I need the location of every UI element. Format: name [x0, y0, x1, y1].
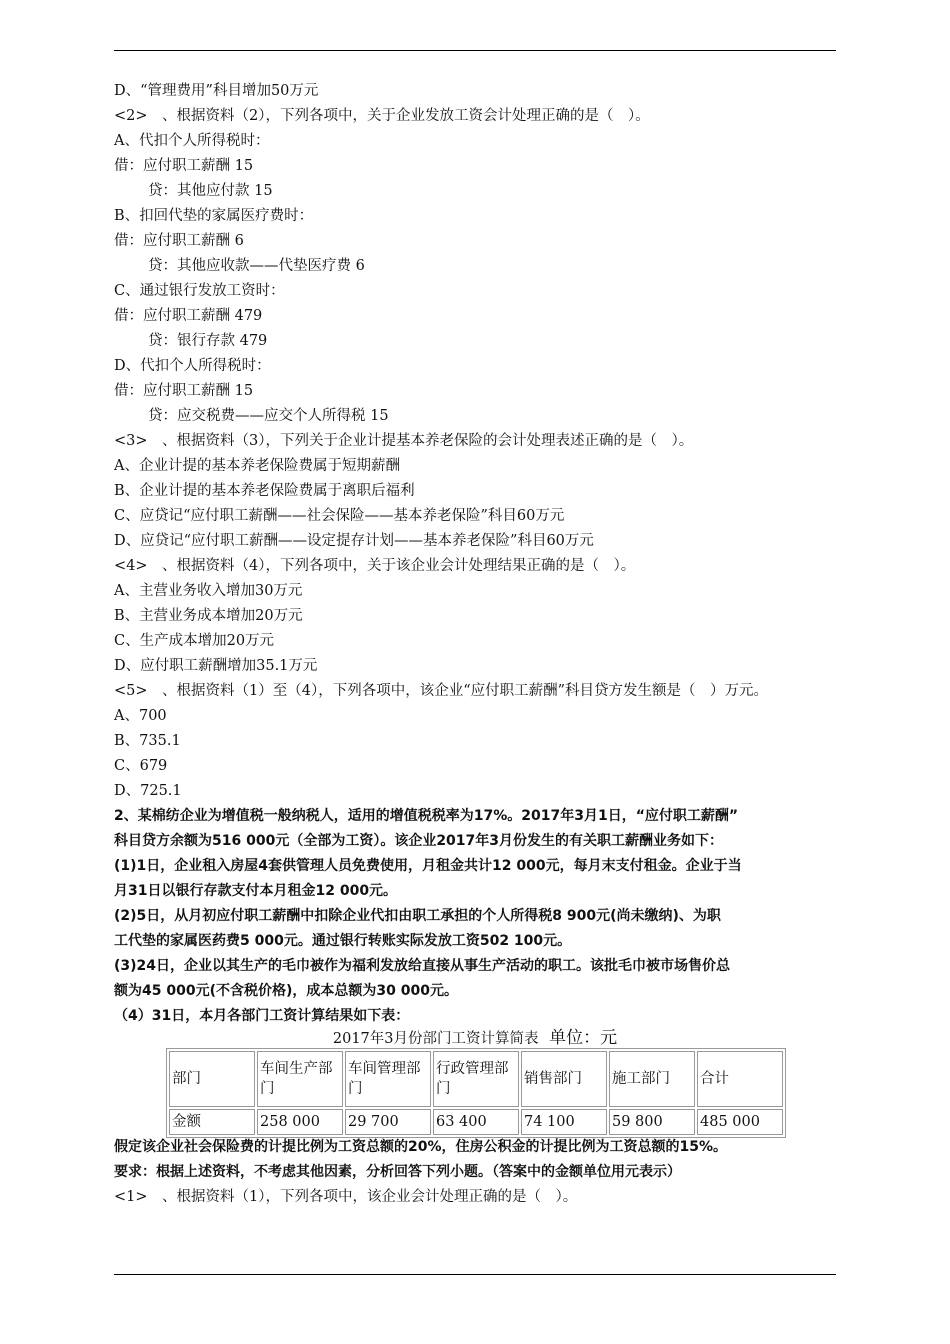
table-title: 2017年3月份部门工资计算简表: [332, 1031, 539, 1047]
footer-rule: [114, 1274, 836, 1275]
option-b: B、扣回代垫的家属医疗费时：: [114, 208, 314, 224]
option-b: B、企业计提的基本养老保险费属于离职后福利: [114, 483, 415, 499]
table-header-cell: 车间生产部门: [257, 1051, 343, 1107]
option-c: C、通过银行发放工资时：: [114, 283, 285, 299]
question-4: <4> 、根据资料（4），下列各项中，关于该企业会计处理结果正确的是（ ）。: [114, 558, 636, 574]
case-2-item-1: (1)1日，企业租入房屋4套供管理人员免费使用，月租金共计12 000元，每月末支付租金。企业于当: [114, 858, 742, 874]
wage-table: [166, 1048, 786, 1138]
journal-debit: 借：应付职工薪酬 6: [114, 233, 244, 249]
option-b: B、主营业务成本增加20万元: [114, 608, 303, 624]
table-caption: [0, 1028, 950, 1049]
option-d: D、代扣个人所得税时：: [114, 358, 271, 374]
case-2-item-4: （4）31日，本月各部门工资计算结果如下表：: [114, 1008, 410, 1024]
journal-credit: 贷：其他应付款 15: [148, 183, 273, 199]
option-a: A、700: [114, 708, 167, 724]
table-header-cell: 销售部门: [521, 1051, 607, 1107]
question-2: <2> 、根据资料（2），下列各项中，关于企业发放工资会计处理正确的是（ ）。: [114, 108, 650, 124]
case-2-item-3: (3)24日，企业以其生产的毛巾被作为福利发放给直接从事生产活动的职工。该批毛巾被市场售价总: [114, 958, 731, 974]
option-d: D、应付职工薪酬增加35.1万元: [114, 658, 318, 674]
journal-credit: 贷：银行存款 479: [148, 333, 268, 349]
case-2-item-1: 月31日以银行存款支付本月租金12 000元。: [114, 883, 398, 899]
question-1: <1> 、根据资料（1），下列各项中，该企业会计处理正确的是（ ）。: [114, 1189, 578, 1205]
option-d: D、725.1: [114, 783, 182, 799]
journal-debit: 借：应付职工薪酬 15: [114, 383, 254, 399]
case-2-item-2: (2)5日，从月初应付职工薪酬中扣除企业代扣由职工承担的个人所得税8 900元(尚未缴纳)、为职: [114, 908, 721, 924]
table-header-cell: 车间管理部门: [345, 1051, 431, 1107]
table-header-row: [169, 1051, 783, 1107]
option-d: D、“管理费用”科目增加50万元: [114, 83, 319, 99]
journal-debit: 借：应付职工薪酬 15: [114, 158, 254, 174]
journal-credit: 贷：其他应收款——代垫医疗费 6: [148, 258, 365, 274]
option-c: C、应贷记“应付职工薪酬——社会保险——基本养老保险”科目60万元: [114, 508, 565, 524]
table-cell: 485 000: [697, 1109, 783, 1135]
table-cell: 258 000: [257, 1109, 343, 1135]
option-b: B、735.1: [114, 733, 181, 749]
case-2-intro: 2、某棉纺企业为增值税一般纳税人，适用的增值税税率为17%。2017年3月1日，“应付职工薪酬”: [114, 808, 739, 824]
table-cell: 74 100: [521, 1109, 607, 1135]
table-header-cell: 施工部门: [609, 1051, 695, 1107]
option-d: D、应贷记“应付职工薪酬——设定提存计划——基本养老保险”科目60万元: [114, 533, 594, 549]
option-a: A、企业计提的基本养老保险费属于短期薪酬: [114, 458, 400, 474]
table-header-cell: 合计: [697, 1051, 783, 1107]
table-row: [169, 1109, 783, 1135]
table-cell: 29 700: [345, 1109, 431, 1135]
journal-debit: 借：应付职工薪酬 479: [114, 308, 263, 324]
assumption-text: 假定该企业社会保险费的计提比例为工资总额的20%，住房公积金的计提比例为工资总额的15%。: [114, 1139, 728, 1155]
case-2-item-3: 额为45 000元(不含税价格)，成本总额为30 000元。: [114, 983, 458, 999]
table-header-cell: 部门: [169, 1051, 255, 1107]
table-cell: 59 800: [609, 1109, 695, 1135]
table-cell: 金额: [169, 1109, 255, 1135]
case-2-item-2: 工代垫的家属医药费5 000元。通过银行转账实际发放工资502 100元。: [114, 933, 572, 949]
question-5: <5> 、根据资料（1）至（4），下列各项中，该企业“应付职工薪酬”科目贷方发生额是（ ）万元。: [114, 683, 769, 699]
header-rule: [114, 50, 836, 51]
option-a: A、代扣个人所得税时：: [114, 133, 270, 149]
case-2-intro: 科目贷方余额为516 000元（全部为工资）。该企业2017年3月份发生的有关职工薪酬业务如下：: [114, 833, 724, 849]
question-3: <3> 、根据资料（3），下列关于企业计提基本养老保险的会计处理表述正确的是（ ）。: [114, 433, 694, 449]
table-header-cell: 行政管理部门: [433, 1051, 519, 1107]
journal-credit: 贷：应交税费——应交个人所得税 15: [148, 408, 389, 424]
table-cell: 63 400: [433, 1109, 519, 1135]
option-c: C、生产成本增加20万元: [114, 633, 275, 649]
table-unit: 单位：元: [549, 1028, 618, 1048]
requirement-text: 要求：根据上述资料，不考虑其他因素，分析回答下列小题。（答案中的金额单位用元表示）: [114, 1164, 681, 1180]
option-c: C、679: [114, 758, 168, 774]
option-a: A、主营业务收入增加30万元: [114, 583, 303, 599]
